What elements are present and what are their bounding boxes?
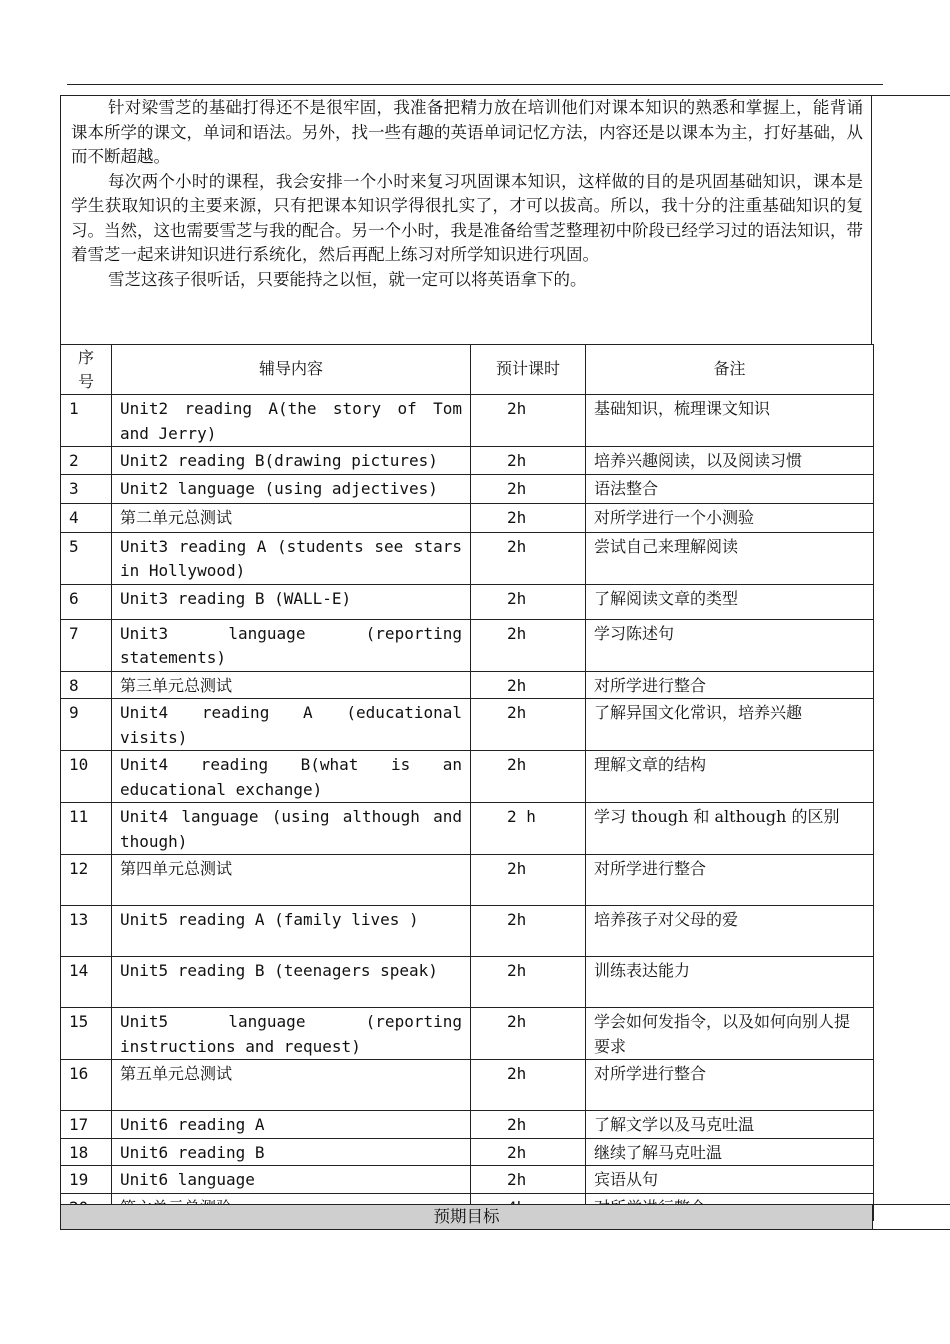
row-note: 对所学进行一个小测验	[586, 503, 874, 532]
row-note: 对所学进行整合	[586, 855, 874, 906]
row-hours: 2h	[471, 1111, 586, 1139]
row-hours: 2h	[471, 395, 586, 447]
header-hours: 预计课时	[471, 345, 586, 395]
row-content: Unit2 language (using adjectives)	[112, 474, 471, 503]
table-row	[61, 1111, 874, 1139]
row-note: 学习 though 和 although 的区别	[586, 803, 874, 855]
intro-paragraph-2: 每次两个小时的课程，我会安排一个小时来复习巩固课本知识，这样做的目的是巩固基础知识，课本是学生获取知识的主要来源，只有把课本知识学得很扎实了，才可以拔高。所以，我十分的注重基础知识的复习。当然，这也需要雪芝与我的配合。另一个小时，我是准备给雪芝整理初中阶段已经学习过的语法知识，带着雪芝一起来讲知识进行系统化，然后再配上练习对所学知识进行巩固。	[71, 171, 863, 264]
row-note: 培养孩子对父母的爱	[586, 906, 874, 957]
table-row	[61, 532, 874, 584]
row-content: Unit6 language	[112, 1166, 471, 1194]
row-number: 18	[61, 1138, 112, 1166]
row-content: Unit4 language (using although and though)	[112, 803, 471, 855]
row-number: 4	[61, 503, 112, 532]
table-row	[61, 751, 874, 803]
row-number: 2	[61, 447, 112, 475]
footer-stub	[872, 1204, 950, 1230]
table-row	[61, 619, 874, 671]
row-note: 基础知识，梳理课文知识	[586, 395, 874, 447]
row-hours: 2h	[471, 1166, 586, 1194]
intro-paragraph-1: 针对梁雪芝的基础打得还不是很牢固，我准备把精力放在培训他们对课本知识的熟悉和掌握上，能背诵课本所学的课文，单词和语法。另外，找一些有趣的英语单词记忆方法，内容还是以课本为主，打好基础，从而不断超越。	[71, 98, 863, 166]
expected-goal-bar: 预期目标	[60, 1204, 873, 1230]
row-hours: 2h	[471, 474, 586, 503]
table-row	[61, 855, 874, 906]
row-hours: 2h	[471, 957, 586, 1008]
row-number: 3	[61, 474, 112, 503]
table-row	[61, 1008, 874, 1060]
row-note: 语法整合	[586, 474, 874, 503]
row-hours: 2h	[471, 619, 586, 671]
row-content: Unit3 language (reporting statements)	[112, 619, 471, 671]
header-no: 序号	[61, 345, 112, 395]
row-note: 了解异国文化常识，培养兴趣	[586, 699, 874, 751]
row-content: Unit2 reading A(the story of Tom and Jerry)	[112, 395, 471, 447]
row-note: 继续了解马克吐温	[586, 1138, 874, 1166]
row-hours: 2h	[471, 1060, 586, 1111]
header-note: 备注	[586, 345, 874, 395]
row-content: Unit4 reading B(what is an educational exchange)	[112, 751, 471, 803]
row-hours: 2 h	[471, 803, 586, 855]
row-number: 19	[61, 1166, 112, 1194]
row-number: 8	[61, 671, 112, 699]
row-hours: 2h	[471, 671, 586, 699]
table-row	[61, 503, 874, 532]
row-number: 16	[61, 1060, 112, 1111]
row-hours: 2h	[471, 447, 586, 475]
row-hours: 2h	[471, 1138, 586, 1166]
row-note: 学习陈述句	[586, 619, 874, 671]
row-note: 对所学进行整合	[586, 1060, 874, 1111]
table-row	[61, 584, 874, 619]
row-content: 第四单元总测试	[112, 855, 471, 906]
table-row	[61, 906, 874, 957]
row-hours: 2h	[471, 584, 586, 619]
row-number: 7	[61, 619, 112, 671]
header-rule	[67, 84, 883, 85]
row-content: Unit5 language (reporting instructions and request)	[112, 1008, 471, 1060]
row-note: 训练表达能力	[586, 957, 874, 1008]
table-row	[61, 1138, 874, 1166]
row-content: Unit4 reading A (educational visits)	[112, 699, 471, 751]
row-content: Unit6 reading B	[112, 1138, 471, 1166]
table-row	[61, 699, 874, 751]
row-hours: 2h	[471, 699, 586, 751]
row-number: 15	[61, 1008, 112, 1060]
row-content: Unit2 reading B(drawing pictures)	[112, 447, 471, 475]
tutoring-plan-table	[60, 344, 874, 1221]
row-number: 13	[61, 906, 112, 957]
table-row	[61, 1060, 874, 1111]
row-content: Unit5 reading B (teenagers speak)	[112, 957, 471, 1008]
row-note: 了解阅读文章的类型	[586, 584, 874, 619]
row-number: 11	[61, 803, 112, 855]
row-note: 理解文章的结构	[586, 751, 874, 803]
row-content: Unit3 reading A (students see stars in Hollywood)	[112, 532, 471, 584]
row-number: 6	[61, 584, 112, 619]
row-number: 14	[61, 957, 112, 1008]
row-content: 第三单元总测试	[112, 671, 471, 699]
frame-stub-border	[872, 95, 950, 96]
row-hours: 2h	[471, 855, 586, 906]
table-row	[61, 447, 874, 475]
row-note: 对所学进行整合	[586, 671, 874, 699]
row-note: 尝试自己来理解阅读	[586, 532, 874, 584]
table-row	[61, 671, 874, 699]
row-note: 学会如何发指令，以及如何向别人提要求	[586, 1008, 874, 1060]
row-hours: 2h	[471, 532, 586, 584]
row-hours: 2h	[471, 751, 586, 803]
row-number: 10	[61, 751, 112, 803]
row-note: 了解文学以及马克吐温	[586, 1111, 874, 1139]
row-hours: 2h	[471, 906, 586, 957]
header-content: 辅导内容	[112, 345, 471, 395]
table-row	[61, 474, 874, 503]
intro-section	[60, 95, 872, 345]
table-row	[61, 803, 874, 855]
table-row	[61, 957, 874, 1008]
table-row	[61, 1166, 874, 1194]
row-content: Unit3 reading B (WALL-E)	[112, 584, 471, 619]
row-hours: 2h	[471, 503, 586, 532]
row-note: 培养兴趣阅读，以及阅读习惯	[586, 447, 874, 475]
row-content: 第五单元总测试	[112, 1060, 471, 1111]
row-note: 宾语从句	[586, 1166, 874, 1194]
row-content: Unit6 reading A	[112, 1111, 471, 1139]
row-content: 第二单元总测试	[112, 503, 471, 532]
row-hours: 2h	[471, 1008, 586, 1060]
row-number: 17	[61, 1111, 112, 1139]
table-header-row	[61, 345, 874, 395]
table-row	[61, 395, 874, 447]
row-content: Unit5 reading A (family lives )	[112, 906, 471, 957]
row-number: 12	[61, 855, 112, 906]
row-number: 5	[61, 532, 112, 584]
row-number: 1	[61, 395, 112, 447]
intro-paragraph-3: 雪芝这孩子很听话，只要能持之以恒，就一定可以将英语拿下的。	[108, 269, 587, 289]
row-number: 9	[61, 699, 112, 751]
